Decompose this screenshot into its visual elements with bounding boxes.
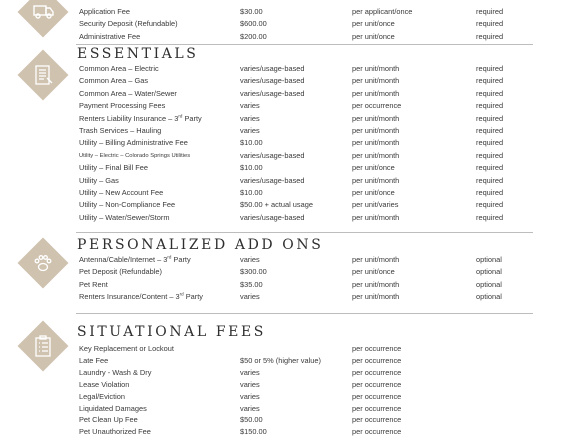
fee-row	[0, 403, 576, 415]
fee-status: required	[476, 76, 504, 86]
fee-name-text: Common Area – Electric	[79, 64, 159, 73]
fee-status: optional	[476, 255, 502, 264]
fee-name	[79, 175, 119, 187]
fee-name-text: Pet Unauthorized Fee	[79, 427, 151, 437]
fee-row	[0, 291, 576, 303]
fee-name-text: Utility – New Account Fee	[79, 188, 164, 197]
fee-name-suffix: Party	[182, 113, 202, 123]
personalized-rule	[76, 232, 533, 233]
fee-name	[79, 355, 108, 367]
fee-name	[79, 367, 151, 379]
fee-name-text: Payment Processing Fees	[79, 101, 166, 111]
fee-status: required	[476, 101, 504, 111]
fee-frequency: per unit/month	[352, 64, 400, 73]
fee-name	[79, 150, 190, 162]
fee-name	[79, 199, 175, 211]
fee-status: optional	[476, 292, 502, 302]
fee-name-text: Utility – Final Bill Fee	[79, 163, 148, 173]
fee-name-text: Lease Violation	[79, 379, 130, 389]
fee-row	[0, 254, 576, 266]
fee-name	[79, 254, 191, 266]
fee-name-text: Utility – Billing Administrative Fee	[79, 138, 188, 148]
fee-name	[79, 266, 162, 278]
ordinal-suffix: rd	[179, 291, 184, 297]
fee-row	[0, 426, 576, 438]
fee-status: required	[476, 126, 504, 135]
fee-row	[0, 125, 576, 137]
fee-status: required	[476, 150, 504, 160]
fee-name	[79, 31, 140, 43]
essentials-title: ESSENTIALS	[77, 46, 199, 62]
fee-frequency: per unit/month	[352, 255, 400, 264]
fee-name-text: Utility – Electric – Colorado Springs Utilities	[79, 152, 191, 159]
fee-name-text: Pet Clean Up Fee	[79, 415, 138, 425]
fee-amount: varies	[240, 403, 260, 413]
fee-name-text: Security Deposit (Refundable)	[79, 19, 178, 29]
fee-name-text: Pet Rent	[79, 279, 108, 289]
fee-name-text: Trash Services – Hauling	[79, 126, 162, 135]
fee-row	[0, 367, 576, 379]
fee-frequency: per unit/once	[352, 163, 395, 173]
fee-status: required	[476, 113, 504, 123]
fee-row	[0, 212, 576, 224]
fee-frequency: per unit/month	[352, 279, 400, 289]
fee-amount: $35.00	[240, 279, 263, 289]
fee-row	[0, 150, 576, 162]
fee-frequency: per unit/varies	[352, 200, 399, 210]
fee-frequency: per unit/once	[352, 31, 395, 41]
fee-amount: varies/usage-based	[240, 212, 305, 222]
fee-row	[0, 18, 576, 30]
personalized-title: PERSONALIZED ADD ONS	[77, 237, 324, 253]
fee-name	[79, 279, 108, 291]
fee-amount: $150.00	[240, 427, 267, 437]
fee-row	[0, 88, 576, 100]
fee-amount: varies	[240, 101, 260, 111]
fee-amount: $30.00	[240, 7, 263, 16]
fee-name	[79, 426, 151, 438]
fee-name	[79, 88, 177, 100]
fee-frequency: per occurrence	[352, 379, 402, 389]
fee-frequency: per occurrence	[352, 403, 402, 413]
fee-name	[79, 125, 161, 137]
fee-row	[0, 379, 576, 391]
fee-name	[79, 403, 147, 415]
fee-status: required	[476, 31, 504, 41]
fee-name-text: Laundry - Wash & Dry	[79, 367, 152, 377]
fee-name-text: Utility – Gas	[79, 175, 119, 185]
fee-name-suffix: Party	[183, 292, 203, 302]
fee-name	[79, 187, 163, 199]
fee-frequency: per unit/once	[352, 188, 395, 197]
fee-status: required	[476, 19, 504, 29]
fee-name-text: Key Replacement or Lockout	[79, 344, 174, 353]
fee-amount: varies	[240, 379, 260, 389]
fee-amount: $300.00	[240, 267, 267, 277]
fee-frequency: per applicant/once	[352, 7, 413, 16]
fee-name-text: Application Fee	[79, 7, 130, 16]
fee-name	[79, 100, 165, 112]
fee-name	[79, 113, 202, 125]
fee-amount: varies	[240, 126, 260, 135]
fee-frequency: per occurrence	[352, 367, 402, 377]
fee-name	[79, 18, 178, 30]
fee-frequency: per unit/month	[352, 88, 400, 98]
fee-amount: varies/usage-based	[240, 88, 305, 98]
situational-title: SITUATIONAL FEES	[77, 324, 266, 340]
fee-amount: varies/usage-based	[240, 64, 305, 73]
fee-status: required	[476, 188, 504, 197]
ordinal-suffix: rd	[178, 113, 183, 119]
fee-frequency: per unit/month	[352, 113, 400, 123]
fee-name	[79, 379, 129, 391]
fee-row	[0, 31, 576, 43]
fee-status: required	[476, 138, 504, 148]
fee-name-text: Common Area – Gas	[79, 76, 149, 86]
fee-name	[79, 63, 159, 75]
fee-amount: $50.00 + actual usage	[240, 200, 313, 210]
fee-status: required	[476, 212, 504, 222]
fee-amount: $10.00	[240, 188, 263, 197]
fee-row	[0, 266, 576, 278]
fee-frequency: per unit/month	[352, 76, 400, 86]
fee-name	[79, 414, 138, 426]
fee-amount: varies	[240, 391, 260, 401]
fee-name-text: Utility – Non-Compliance Fee	[79, 200, 176, 210]
fee-row	[0, 113, 576, 125]
fee-row	[0, 414, 576, 426]
fee-name-text: Renters Insurance/Content – 3	[79, 292, 180, 302]
fee-name-suffix: Party	[171, 255, 191, 264]
fee-frequency: per occurrence	[352, 415, 402, 425]
fee-name	[79, 6, 130, 18]
fee-frequency: per occurrence	[352, 391, 402, 401]
fee-row	[0, 162, 576, 174]
fee-name-text: Administrative Fee	[79, 31, 141, 41]
fee-amount: $50.00	[240, 415, 263, 425]
fee-name-text: Liquidated Damages	[79, 403, 147, 413]
fee-row	[0, 355, 576, 367]
fee-status: required	[476, 175, 504, 185]
fee-name-text: Renters Liability Insurance – 3	[79, 113, 179, 123]
fee-amount: varies/usage-based	[240, 76, 305, 86]
fee-name	[79, 343, 174, 355]
fee-row	[0, 63, 576, 75]
fee-frequency: per unit/month	[352, 138, 400, 148]
fee-name	[79, 391, 125, 403]
fee-amount: $200.00	[240, 31, 267, 41]
fee-frequency: per occurrence	[352, 427, 402, 437]
fee-row	[0, 100, 576, 112]
fee-row	[0, 343, 576, 355]
fee-amount: varies	[240, 255, 260, 264]
situational-rule	[76, 313, 533, 314]
fee-name-text: Utility – Water/Sewer/Storm	[79, 212, 170, 222]
fee-name-text: Antenna/Cable/Internet – 3	[79, 255, 168, 264]
fee-row	[0, 187, 576, 199]
ordinal-suffix: rd	[167, 254, 172, 260]
fee-amount: varies/usage-based	[240, 175, 305, 185]
fee-status: required	[476, 7, 504, 16]
fee-frequency: per unit/month	[352, 126, 400, 135]
fee-frequency: per occurrence	[352, 101, 402, 111]
fee-frequency: per occurrence	[352, 344, 402, 353]
fee-frequency: per unit/month	[352, 150, 400, 160]
fee-row	[0, 75, 576, 87]
fee-status: required	[476, 64, 504, 73]
fee-status: required	[476, 88, 504, 98]
fee-row	[0, 279, 576, 291]
fee-status: optional	[476, 279, 502, 289]
fee-frequency: per unit/once	[352, 19, 395, 29]
fee-status: required	[476, 163, 504, 173]
fee-frequency: per unit/month	[352, 212, 400, 222]
fee-amount: $600.00	[240, 19, 267, 29]
fee-row	[0, 199, 576, 211]
fee-name	[79, 137, 188, 149]
fee-frequency: per unit/month	[352, 175, 400, 185]
fee-name-text: Legal/Eviction	[79, 391, 126, 401]
fee-frequency: per occurrence	[352, 355, 402, 365]
fee-status: required	[476, 200, 504, 210]
fee-name	[79, 291, 203, 303]
fee-status: optional	[476, 267, 502, 277]
fee-name	[79, 212, 170, 224]
fee-row	[0, 6, 576, 18]
fee-row	[0, 391, 576, 403]
fee-frequency: per unit/month	[352, 292, 400, 302]
fee-frequency: per unit/once	[352, 267, 395, 277]
fee-name-text: Pet Deposit (Refundable)	[79, 267, 162, 277]
fee-amount: varies	[240, 367, 260, 377]
fee-name	[79, 75, 148, 87]
fee-amount: varies/usage-based	[240, 150, 305, 160]
fee-row	[0, 175, 576, 187]
fee-row	[0, 137, 576, 149]
fee-name-text: Late Fee	[79, 355, 109, 365]
fee-name-text: Common Area – Water/Sewer	[79, 88, 177, 98]
fee-name	[79, 162, 148, 174]
fee-amount: varies	[240, 292, 260, 302]
fee-amount: $10.00	[240, 163, 263, 173]
fee-amount: $10.00	[240, 138, 263, 148]
application-rule	[76, 44, 533, 45]
fee-amount: $50 or 5% (higher value)	[240, 355, 321, 365]
fee-amount: varies	[240, 113, 260, 123]
